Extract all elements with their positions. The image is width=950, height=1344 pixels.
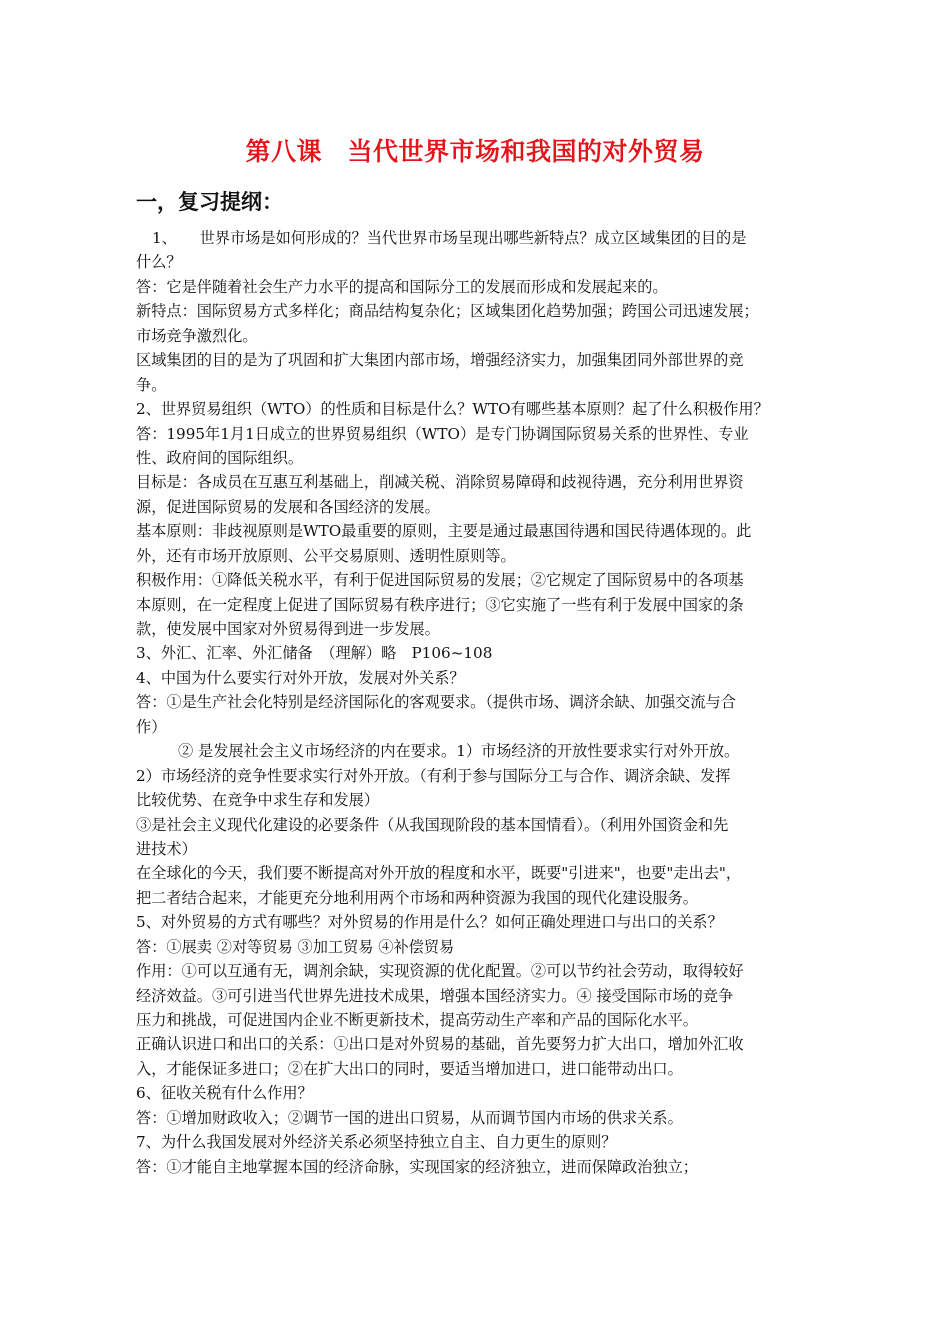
text-line: 答：①才能自主地掌握本国的经济命脉，实现国家的经济独立，进而保障政治独立； xyxy=(136,1157,698,1176)
text-line: ② 是发展社会主义市场经济的内在要求。1）市场经济的开放性要求实行对外开放。 xyxy=(178,742,740,761)
text-line: 性、政府间的国际组织。 xyxy=(136,448,304,467)
text-line: 本原则，在一定程度上促进了国际贸易有秩序进行；③它实施了一些有利于发展中国家的条 xyxy=(136,595,744,614)
text-line: 5、对外贸易的方式有哪些？对外贸易的作用是什么？如何正确处理进口与出口的关系？ xyxy=(136,913,723,932)
text-line: 源，促进国际贸易的发展和各国经济的发展。 xyxy=(136,497,440,516)
text-line: 答：①展卖 ②对等贸易 ③加工贸易 ④补偿贸易 xyxy=(136,937,455,956)
text-line: 把二者结合起来，才能更充分地利用两个市场和两种资源为我国的现代化建设服务。 xyxy=(136,888,698,907)
text-line: 在全球化的今天，我们要不断提高对外开放的程度和水平，既要"引进来"，也要"走出去"， xyxy=(136,864,742,883)
text-line: 1、 世界市场是如何形成的？当代世界市场呈现出哪些新特点？成立区域集团的目的是 xyxy=(152,229,747,247)
text-line: 外，还有市场开放原则、公平交易原则、透明性原则等。 xyxy=(136,546,516,565)
text-line: 基本原则：非歧视原则是WTO最重要的原则，主要是通过最惠国待遇和国民待遇体现的。此 xyxy=(136,522,752,541)
lesson-title: 第八课 当代世界市场和我国的对外贸易 xyxy=(245,137,705,166)
text-line: 目标是：各成员在互惠互利基础上，削减关税、消除贸易障碍和歧视待遇，充分利用世界资 xyxy=(136,473,744,492)
text-line: ③是社会主义现代化建设的必要条件（从我国现阶段的基本国情看）。（利用外国资金和先 xyxy=(136,815,729,834)
text-line: 比较优势、在竞争中求生存和发展） xyxy=(136,791,379,810)
text-line: 市场竞争激烈化。 xyxy=(136,326,258,345)
text-line: 作用：①可以互通有无，调剂余缺，实现资源的优化配置。②可以节约社会劳动，取得较好 xyxy=(136,962,744,981)
text-line: 款，使发展中国家对外贸易得到进一步发展。 xyxy=(136,620,440,638)
text-line: 答：它是伴随着社会生产力水平的提高和国际分工的发展而形成和发展起来的。 xyxy=(136,277,668,296)
text-line: 答：①是生产社会化特别是经济国际化的客观要求。（提供市场、调济余缺、加强交流与合 xyxy=(136,693,736,712)
section-heading: 一，复习提纲： xyxy=(136,190,283,214)
text-line: 经济效益。③可引进当代世界先进技术成果，增强本国经济实力。④ 接受国际市场的竞争 xyxy=(136,986,734,1005)
text-line: 作） xyxy=(136,717,167,736)
text-line: 区域集团的目的是为了巩固和扩大集团内部市场，增强经济实力，加强集团同外部世界的竞 xyxy=(136,351,744,370)
text-line: 正确认识进口和出口的关系：①出口是对外贸易的基础，首先要努力扩大出口，增加外汇收 xyxy=(136,1035,744,1054)
text-line: 争。 xyxy=(136,375,167,394)
text-line: 入，才能保证多进口；②在扩大出口的同时，要适当增加进口，进口能带动出口。 xyxy=(136,1059,683,1078)
text-line: 压力和挑战，可促进国内企业不断更新技术，提高劳动生产率和产品的国际化水平。 xyxy=(136,1011,698,1029)
text-line: 积极作用：①降低关税水平，有利于促进国际贸易的发展；②它规定了国际贸易中的各项基 xyxy=(136,571,744,590)
text-line: 新特点：国际贸易方式多样化；商品结构复杂化；区域集团化趋势加强；跨国公司迅速发展； xyxy=(136,302,759,321)
text-line: 2、世界贸易组织（WTO）的性质和目标是什么？WTO有哪些基本原则？起了什么积极作用？ xyxy=(136,400,769,419)
text-line: 7、为什么我国发展对外经济关系必须坚持独立自主、自力更生的原则？ xyxy=(136,1133,617,1152)
text-line: 3、外汇、汇率、外汇储备 （理解）略 P106~108 xyxy=(136,644,493,663)
text-line: 什么？ xyxy=(136,253,182,272)
text-line: 答：1995年1月1日成立的世界贸易组织（WTO）是专门协调国际贸易关系的世界性、专业 xyxy=(136,424,749,443)
text-line: 进技术） xyxy=(136,839,197,858)
text-line: 4、中国为什么要实行对外开放，发展对外关系？ xyxy=(136,668,465,687)
text-line: 2）市场经济的竞争性要求实行对外开放。（有利于参与国际分工与合作、调济余缺、发挥 xyxy=(136,766,731,785)
document-body xyxy=(136,226,818,1179)
text-line: 答：①增加财政收入；②调节一国的进出口贸易，从而调节国内市场的供求关系。 xyxy=(136,1108,683,1127)
text-line: 6、征收关税有什么作用？ xyxy=(136,1084,313,1103)
